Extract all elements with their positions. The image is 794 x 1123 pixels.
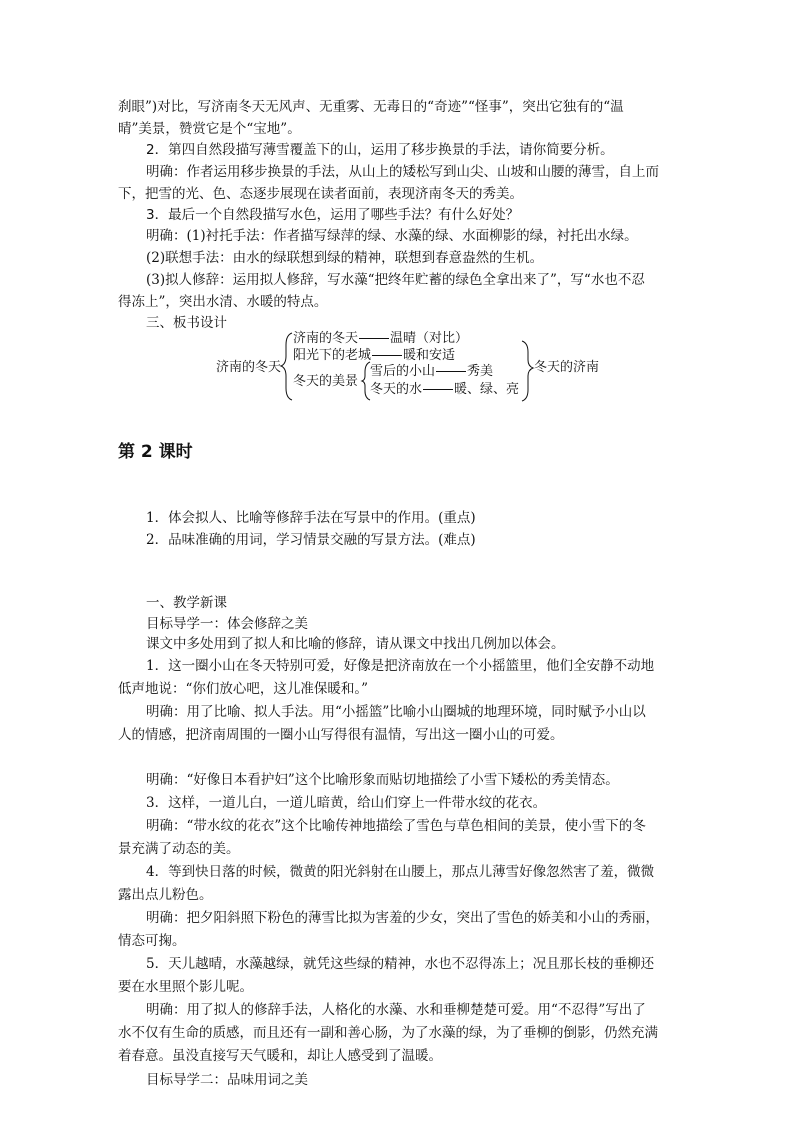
- subsection-label: 目标导学一：体会修辞之美: [146, 616, 308, 632]
- text-line: 景充满了动态的美。: [118, 841, 240, 857]
- board-row-term: 冬天的美景: [293, 374, 359, 389]
- question-line: 课文中多处用到了拟人和比喻的修辞，请从课文中找出几例加以体会。: [146, 636, 565, 652]
- text-line: 下，把雪的光、色、态逐步展现在读者面前，表现济南冬天的秀美。: [118, 186, 523, 202]
- quote-line: 5．天儿越晴，水藻越绿，就凭这些绿的精神，水也不忍得冻上；况且那长枝的垂柳还: [146, 956, 655, 972]
- text-line: 要在水里照个影儿呢。: [118, 979, 253, 995]
- board-row-desc: 温晴（对比）: [390, 331, 469, 346]
- board-row-desc: 秀美: [467, 364, 494, 379]
- board-left-title: 济南的冬天: [216, 360, 282, 375]
- answer-line: 明确：“好像日本看护妇”这个比喻形象而贴切地描绘了小雪下矮松的秀美情态。: [146, 772, 619, 788]
- answer-line: 明确：把夕阳斜照下粉色的薄雪比拟为害羞的少女，突出了雪色的娇美和小山的秀丽，: [146, 910, 659, 926]
- answer-line: (2)联想手法：由水的绿联想到绿的精神，联想到春意盎然的生机。: [146, 250, 544, 266]
- answer-line: (3)拟人修辞：运用拟人修辞，写水藻“把终年贮蓄的绿色全拿出来了”，写“水也不忍: [146, 272, 645, 288]
- goal-item: 2．品味准确的用词，学习情景交融的写景方法。(难点): [146, 532, 476, 548]
- dash-line: [423, 389, 453, 390]
- board-row-term: 冬天的水: [370, 382, 423, 397]
- board-right-title: 冬天的济南: [534, 360, 600, 375]
- board-subrow: [370, 364, 493, 380]
- question-line: 3．最后一个自然段描写水色，运用了哪些手法？有什么好处？: [146, 207, 520, 223]
- answer-line: 明确：作者运用移步换景的手法，从山上的矮松写到山尖、山坡和山腰的薄雪，自上而: [146, 164, 659, 180]
- text-line: 晴”美景，赞赏它是个“宝地”。: [118, 121, 301, 137]
- board-subrow: [370, 382, 519, 398]
- answer-line: 明确：“带水纹的花衣”这个比喻传神地描绘了雪色与草色相间的美景，使小雪下的冬: [146, 818, 646, 834]
- quote-line: 1．这一圈小山在冬天特别可爱，好像是把济南放在一个小摇篮里，他们全安静不动地: [146, 658, 655, 674]
- board-row: [293, 348, 455, 364]
- board-row-term: 雪后的小山: [370, 364, 436, 379]
- question-line: 2．第四自然段描写薄雪覆盖下的山，运用了移步换景的手法，请你简要分析。: [146, 142, 614, 158]
- board-row-term: 阳光下的老城: [293, 348, 372, 363]
- board-row-term: 济南的冬天: [293, 331, 359, 346]
- board-row-desc: 暖和安适: [403, 348, 456, 363]
- dash-line: [372, 355, 402, 356]
- dash-line: [436, 371, 466, 372]
- goal-item: 1．体会拟人、比喻等修辞手法在写景中的作用。(重点): [146, 510, 476, 526]
- section-label: 一、教学新课: [146, 595, 227, 611]
- text-line: 情态可掬。: [118, 933, 186, 949]
- text-line: 低声地说：“你们放心吧，这儿准保暖和。”: [118, 681, 369, 697]
- quote-line: 3．这样，一道儿白，一道儿暗黄，给山们穿上一件带水纹的花衣。: [146, 795, 547, 811]
- answer-line: 明确：(1)衬托手法：作者描写绿萍的绿、水藻的绿、水面柳影的绿，衬托出水绿。: [146, 228, 638, 244]
- quote-line: 4．等到快日落的时候，微黄的阳光斜射在山腰上，那点儿薄雪好像忽然害了羞，微微: [146, 864, 655, 880]
- answer-line: 明确：用了比喻、拟人手法。用“小摇篮”比喻小山圈城的地理环境，同时赋予小山以: [146, 704, 646, 720]
- text-line: 得冻上”，突出水清、水暖的特点。: [118, 294, 328, 310]
- section-label: 三、板书设计: [146, 315, 227, 331]
- text-line: 露出点儿粉色。: [118, 887, 213, 903]
- board-row-desc: 暖、绿、亮: [454, 382, 520, 397]
- dash-line: [359, 338, 389, 339]
- answer-line: 明确：用了拟人的修辞手法，人格化的水藻、水和垂柳楚楚可爱。用“不忍得”写出了: [146, 1002, 646, 1018]
- text-line: 水不仅有生命的质感，而且还有一副和善心肠，为了水藻的绿，为了垂柳的倒影，仍然充满: [118, 1025, 658, 1041]
- section-heading: 第 2 课时: [118, 442, 193, 462]
- subsection-label: 目标导学二：品味用词之美: [146, 1072, 308, 1088]
- text-line: 人的情感，把济南周围的一圈小山写得很有温情，写出这一圈小山的可爱。: [118, 727, 564, 743]
- text-line: 着春意。虽没直接写天气暖和，却让人感受到了温暖。: [118, 1048, 442, 1064]
- board-row: [293, 331, 468, 347]
- text-line: 刹眼”)对比，写济南冬天无风声、无重雾、无毒日的“奇迹”“怪事”，突出它独有的“温: [118, 99, 624, 115]
